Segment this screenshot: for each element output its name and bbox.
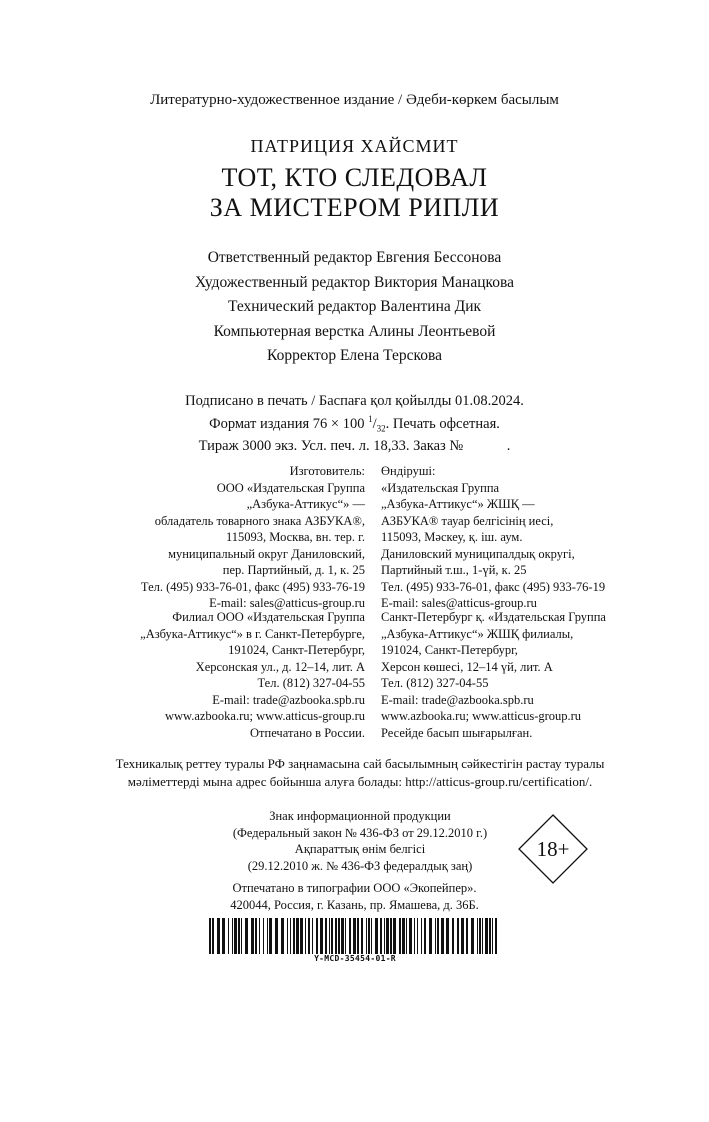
branch-line: Херсонская ул., д. 12–14, лит. А <box>195 659 365 674</box>
branch-line: Тел. (812) 327-04-55 <box>381 676 489 690</box>
barcode-icon <box>209 918 499 954</box>
publisher-line: ООО «Издательская Группа <box>216 480 365 495</box>
branch-line: „Азбука-Аттикус“» в г. Санкт-Петербурге, <box>140 626 365 641</box>
info-sign-line: Знак информационной продукции <box>269 809 451 823</box>
print-details <box>0 393 709 455</box>
credit-line: Технический редактор Валентина Дик <box>227 298 482 315</box>
publisher-line: муниципальный округ Даниловский, <box>168 546 365 561</box>
publisher-line: Тел. (495) 933-76-01, факс (495) 933-76-19 <box>140 579 365 594</box>
publisher-line: обладатель товарного знака АЗБУКА®, <box>154 513 365 528</box>
format-numerator: 1 <box>368 413 373 424</box>
credit-line: Компьютерная верстка Алины Леонтьевой <box>213 322 496 340</box>
book-title-line: ЗА МИСТЕРОМ РИПЛИ <box>209 193 500 222</box>
signed-date: Подписано в печать / Баспаға қол қойылды 01.08.2024. <box>185 393 524 409</box>
book-title-line: ТОТ, КТО СЛЕДОВАЛ <box>221 163 488 192</box>
certification-line: Техникалық реттеу туралы РФ заңнамасына сай басылымның сәйкестігін растау туралы <box>115 756 605 771</box>
printing-house <box>0 880 709 914</box>
branch-line: 191024, Санкт-Петербург, <box>228 643 365 657</box>
publisher-line: пер. Партийный, д. 1, к. 25 <box>222 563 365 577</box>
printed-in-line: Отпечатано в России. <box>250 725 365 740</box>
publisher-line: Өндіруші: <box>381 464 436 478</box>
publisher-line: Партийный т.ш., 1-үй, к. 25 <box>381 563 527 577</box>
branch-line: Тел. (812) 327-04-55 <box>257 676 365 690</box>
branch-kz <box>381 609 641 708</box>
publisher-line: Тел. (495) 933-76-01, факс (495) 933-76-19 <box>381 579 606 594</box>
publisher-line: Даниловский муниципалдық округі, <box>381 546 575 561</box>
branch-line: Санкт-Петербург қ. «Издательская Группа <box>381 610 606 624</box>
publisher-line: «Издательская Группа <box>381 480 500 495</box>
editorial-credits <box>0 246 709 369</box>
certification-note <box>95 755 625 791</box>
info-sign-line: (Федеральный закон № 436-ФЗ от 29.12.2010 г.) <box>232 825 488 840</box>
publisher-line: 115093, Москва, вн. тер. г. <box>225 530 365 544</box>
printery-line: Отпечатано в типографии ООО «Экопейпер». <box>232 881 477 895</box>
age-rating: 18+ <box>536 837 570 861</box>
barcode-code: Y-MCD-35454-01-R <box>314 954 396 963</box>
website-line: www.azbooka.ru; www.atticus-group.ru <box>164 709 365 723</box>
publisher-line: АЗБУКА® тауар белгісінің иесі, <box>381 513 554 528</box>
print-run: Тираж 3000 экз. Усл. печ. л. 18,33. Заказ № . <box>198 437 511 454</box>
printery-line: 420044, Россия, г. Казань, пр. Ямашева, д. 36Б. <box>230 898 479 912</box>
format-line: Формат издания 76 × 100 $^1/_{32}$. Печать офсетная. <box>209 413 500 434</box>
format-suffix: . Печать офсетная. <box>385 415 500 432</box>
publisher-line: E-mail: sales@atticus-group.ru <box>209 596 365 610</box>
branch-line: Херсон көшесі, 12–14 үй, лит. А <box>381 659 553 674</box>
publisher-line: „Азбука-Аттикус“» — <box>246 497 365 511</box>
book-title <box>0 163 709 223</box>
branch-ru <box>100 609 365 708</box>
publisher-line: 115093, Мәскеу, қ. іш. аум. <box>381 530 523 544</box>
branch-line: Филиал ООО «Издательская Группа <box>172 610 365 624</box>
web-ru <box>100 708 365 741</box>
publisher-ru <box>100 463 365 612</box>
publisher-line: „Азбука-Аттикус“» ЖШҚ — <box>381 497 535 511</box>
publisher-line: E-mail: sales@atticus-group.ru <box>381 596 537 610</box>
branch-line: „Азбука-Аттикус“» ЖШҚ филиалы, <box>381 626 574 641</box>
publisher-line: Изготовитель: <box>289 464 365 478</box>
edition-type: Литературно-художественное издание / Әдеби-көркем басылым <box>150 92 559 108</box>
info-sign-line: (29.12.2010 ж. № 436-ФЗ федералдық заң) <box>247 858 473 873</box>
web-kz <box>381 708 641 741</box>
credit-line: Художественный редактор Виктория Манацкова <box>195 273 514 291</box>
info-sign-line: Ақпараттық өнім белгісі <box>294 842 426 856</box>
printed-in-line: Ресейде басып шығарылған. <box>381 725 533 740</box>
branch-line: E-mail: trade@azbooka.spb.ru <box>212 692 365 707</box>
format-denominator: 32 <box>376 423 386 434</box>
format-prefix: Формат издания 76 × 100 <box>209 415 369 432</box>
credit-line: Корректор Елена Терскова <box>267 347 442 364</box>
credit-line: Ответственный редактор Евгения Бессонова <box>207 249 502 266</box>
info-product-sign <box>210 808 510 874</box>
certification-line: мәліметтерді мына адрес бойынша алуға болады: http://atticus-group.ru/certification/. <box>127 774 593 789</box>
branch-line: 191024, Санкт-Петербург, <box>381 643 518 657</box>
website-line: www.azbooka.ru; www.atticus-group.ru <box>381 709 582 723</box>
book-author: ПАТРИЦИЯ ХАЙСМИТ <box>250 136 459 156</box>
branch-line: E-mail: trade@azbooka.spb.ru <box>381 692 534 707</box>
publisher-kz <box>381 463 641 612</box>
